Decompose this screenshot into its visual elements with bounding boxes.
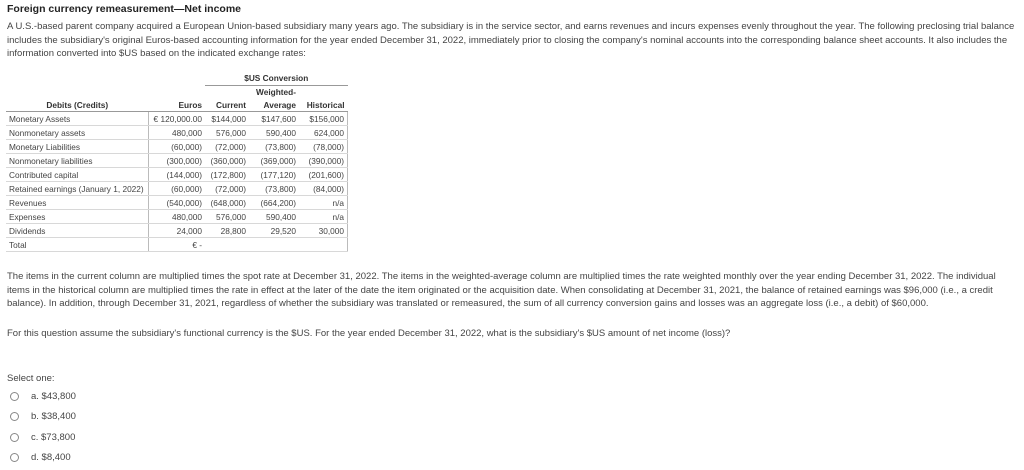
row-label: Nonmonetary assets bbox=[6, 126, 149, 140]
cell-euros: (300,000) bbox=[149, 154, 206, 168]
col-header-label: Debits (Credits) bbox=[6, 98, 149, 112]
cell-euros: (60,000) bbox=[149, 140, 206, 154]
cell-current: (360,000) bbox=[205, 154, 249, 168]
table-row bbox=[6, 126, 348, 140]
question-intro: A U.S.-based parent company acquired a European Union-based subsidiary many years ago. The subsidiary is in the service sector, and earns revenues and incurs expenses evenly throughout the year. The following preclosing trial balance includes the subsidiary's original Euros-based accounting information for the year ended December 31, 2022, immediately prior to closing the company's nominal accounts into the corresponding balance sheet accounts. It also includes the information converted into $US based on the indicated exchange rates: bbox=[7, 21, 1015, 59]
cell-average: (73,800) bbox=[249, 182, 299, 196]
radio-button-d[interactable] bbox=[10, 453, 19, 462]
cell-euros: € - bbox=[149, 238, 206, 252]
cell-current: $144,000 bbox=[205, 112, 249, 126]
col-header-historical: Historical bbox=[299, 98, 348, 112]
cell-average: 29,520 bbox=[249, 224, 299, 238]
cell-current: 576,000 bbox=[205, 210, 249, 224]
radio-button-a[interactable] bbox=[10, 392, 19, 401]
row-label: Expenses bbox=[6, 210, 149, 224]
row-label: Revenues bbox=[6, 196, 149, 210]
cell-historical: (78,000) bbox=[299, 140, 348, 154]
cell-historical: (390,000) bbox=[299, 154, 348, 168]
cell-average: (369,000) bbox=[249, 154, 299, 168]
answer-option-a-label[interactable]: a. $43,800 bbox=[31, 391, 76, 402]
cell-average: (177,120) bbox=[249, 168, 299, 182]
explanation-paragraph: The items in the current column are multiplied times the spot rate at December 31, 2022. The items in the weighted-average column are multiplied times the rate weighted monthly over the year ending December 31, 2022. The individual items in the historical column are multiplied times the rate in effect at the later of the date the item originated or the acquisition date. When consolidating at December 31, 2021, the balance of retained earnings was $96,000 (i.e., a credit balance). In addition, through December 31, 2021, regardless of whether the subsidiary was translated or remeasured, the sum of all currency conversion gains and losses was an aggregate loss (i.e., a debit) of $60,000. bbox=[7, 271, 996, 309]
cell-historical: (84,000) bbox=[299, 182, 348, 196]
row-label: Contributed capital bbox=[6, 168, 149, 182]
cell-average: (664,200) bbox=[249, 196, 299, 210]
radio-button-c[interactable] bbox=[10, 433, 19, 442]
table-row bbox=[6, 224, 348, 238]
answer-option-d-label[interactable]: d. $8,400 bbox=[31, 452, 71, 463]
weighted-header: Weighted- bbox=[256, 87, 296, 97]
cell-current: (72,000) bbox=[205, 140, 249, 154]
cell-historical: 30,000 bbox=[299, 224, 348, 238]
table-row bbox=[6, 210, 348, 224]
row-label: Monetary Liabilities bbox=[6, 140, 149, 154]
table-row bbox=[6, 168, 348, 182]
question-prompt: For this question assume the subsidiary's functional currency is the $US. For the year ended December 31, 2022, what is the subsidiary's $US amount of net income (loss)? bbox=[7, 328, 731, 339]
table-row bbox=[6, 196, 348, 210]
cell-euros: (540,000) bbox=[149, 196, 206, 210]
table-row bbox=[6, 112, 348, 126]
answer-option-d[interactable] bbox=[10, 452, 71, 463]
question-title: Foreign currency remeasurement—Net income bbox=[7, 3, 241, 15]
cell-euros: (60,000) bbox=[149, 182, 206, 196]
radio-button-b[interactable] bbox=[10, 412, 19, 421]
row-label: Monetary Assets bbox=[6, 112, 149, 126]
table-row bbox=[6, 182, 348, 196]
cell-average: 590,400 bbox=[249, 126, 299, 140]
answer-option-b[interactable] bbox=[10, 411, 76, 422]
answer-option-a[interactable] bbox=[10, 391, 76, 402]
col-header-average: Average bbox=[249, 98, 299, 112]
trial-balance-table bbox=[6, 71, 348, 252]
col-header-euros: Euros bbox=[149, 98, 206, 112]
cell-euros: 24,000 bbox=[149, 224, 206, 238]
cell-average: (73,800) bbox=[249, 140, 299, 154]
cell-historical bbox=[299, 238, 348, 252]
cell-historical: n/a bbox=[299, 196, 348, 210]
cell-current: 576,000 bbox=[205, 126, 249, 140]
cell-historical: 624,000 bbox=[299, 126, 348, 140]
answer-option-b-label[interactable]: b. $38,400 bbox=[31, 411, 76, 422]
cell-historical: n/a bbox=[299, 210, 348, 224]
cell-euros: € 120,000.00 bbox=[149, 112, 206, 126]
conversion-header: $US Conversion bbox=[205, 71, 348, 86]
answer-option-c-label[interactable]: c. $73,800 bbox=[31, 432, 76, 443]
table-row bbox=[6, 154, 348, 168]
select-one-label: Select one: bbox=[7, 373, 55, 384]
row-label: Retained earnings (January 1, 2022) bbox=[6, 182, 149, 196]
row-label: Nonmonetary liabilities bbox=[6, 154, 149, 168]
table-row bbox=[6, 140, 348, 154]
cell-euros: (144,000) bbox=[149, 168, 206, 182]
row-label: Total bbox=[6, 238, 149, 252]
cell-current: (172,800) bbox=[205, 168, 249, 182]
cell-current: (648,000) bbox=[205, 196, 249, 210]
cell-average: 590,400 bbox=[249, 210, 299, 224]
row-label: Dividends bbox=[6, 224, 149, 238]
cell-euros: 480,000 bbox=[149, 126, 206, 140]
cell-current: 28,800 bbox=[205, 224, 249, 238]
col-header-current: Current bbox=[205, 98, 249, 112]
cell-average: $147,600 bbox=[249, 112, 299, 126]
cell-historical: $156,000 bbox=[299, 112, 348, 126]
cell-current bbox=[205, 238, 249, 252]
cell-current: (72,000) bbox=[205, 182, 249, 196]
cell-average bbox=[249, 238, 299, 252]
answer-option-c[interactable] bbox=[10, 432, 75, 443]
cell-historical: (201,600) bbox=[299, 168, 348, 182]
cell-euros: 480,000 bbox=[149, 210, 206, 224]
table-row-total bbox=[6, 238, 348, 252]
